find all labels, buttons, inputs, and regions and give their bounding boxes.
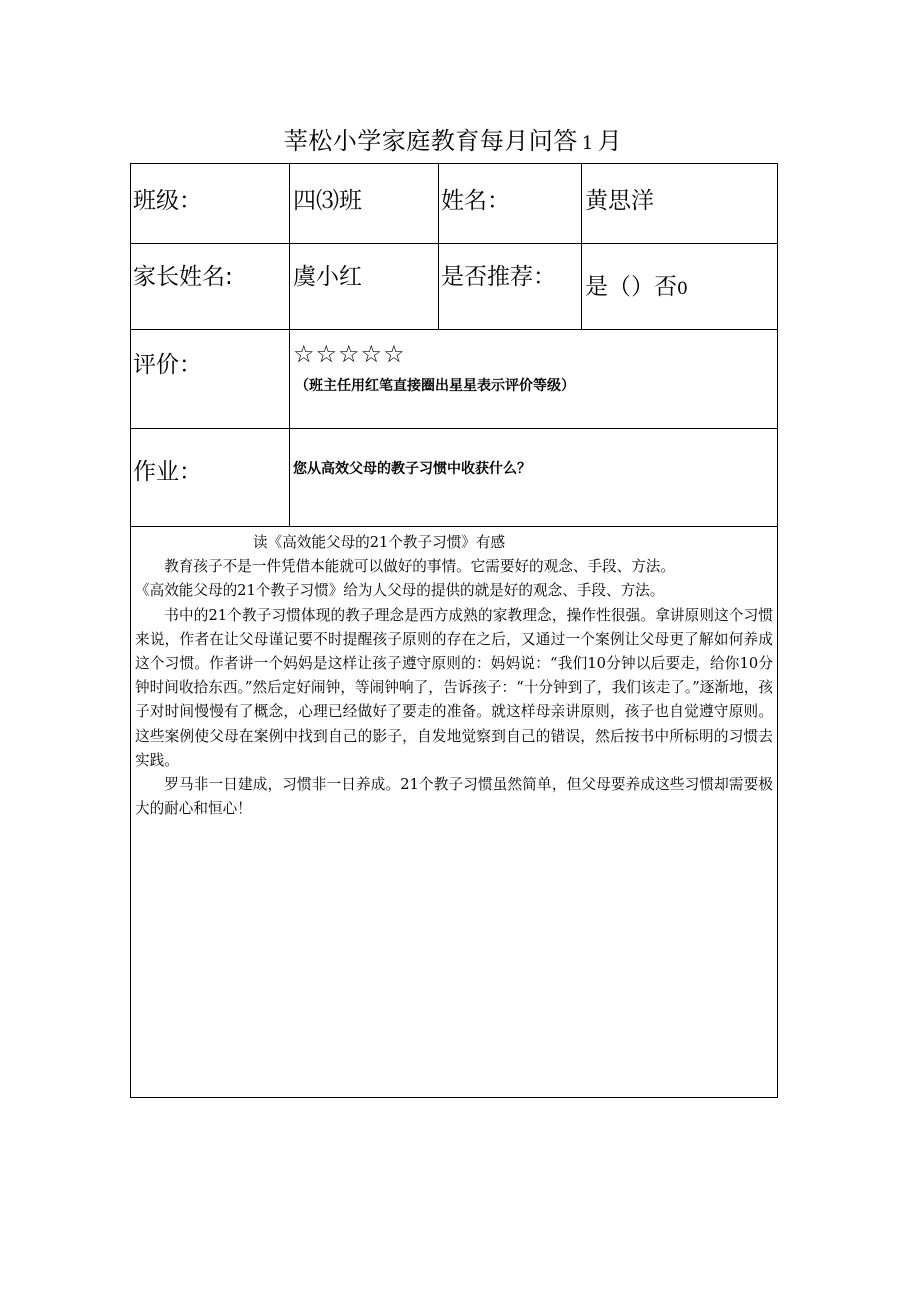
essay-title: 读《高效能父母的21个教子习惯》有感: [253, 534, 506, 551]
name-label: 姓名：: [439, 164, 582, 244]
homework-question: 您从高效父母的教子习惯中收获什么？: [293, 461, 531, 477]
parent-row: [131, 244, 778, 330]
essay-paragraph-2: 书中的21个教子习惯体现的教子理念是西方成熟的家教理念，操作性很强。拿讲原则这个习惯来说，作者在让父母谨记要不时提醒孩子原则的存在之后，又通过一个案例让父母更了解如何养成这个习惯。作者讲一个妈妈是这样让孩子遵守原则的：妈妈说：“我们10分钟以后要走，给你10分钟时间收拾东西。”然后定好闹钟，等闹钟响了，告诉孩子：“十分钟到了，我们该走了。”逐渐地，孩子对时间慢慢有了概念，心理已经做好了要走的准备。就这样母亲讲原则，孩子也自觉遵守原则。这些案例使父母在案例中找到自己的影子，自发地觉察到自己的错误，然后按书中所标明的习惯去实践。: [135, 606, 773, 769]
class-label: 班级：: [131, 164, 290, 244]
class-value: 四⑶班: [290, 164, 439, 244]
class-name-row: [131, 164, 778, 244]
parent-value: 虞小红: [290, 244, 439, 330]
recommend-zero: 0: [677, 279, 688, 299]
title-text: 莘松小学家庭教育每月问答: [283, 127, 578, 155]
recommend-options: 是（）否: [585, 274, 677, 300]
recommend-label: 是否推荐：: [439, 244, 582, 330]
title-month-number: 1: [581, 133, 594, 154]
name-value: 黄思洋: [582, 164, 778, 244]
parent-label: 家长姓名:: [131, 244, 290, 330]
evaluation-row: [131, 330, 778, 429]
page-title: [0, 121, 906, 156]
essay-cell: [131, 527, 778, 1098]
recommend-choice: [585, 268, 688, 301]
title-month-unit: 月: [597, 127, 623, 155]
evaluation-label: 评价：: [131, 330, 290, 429]
rating-stars: ☆☆☆☆☆: [293, 340, 406, 368]
essay-row: [131, 527, 778, 1098]
essay-paragraph-1: 教育孩子不是一件凭借本能就可以做好的事情。它需要好的观念、手段、方法。: [164, 558, 675, 576]
qa-form-table: [130, 163, 778, 1098]
essay-body: [131, 527, 777, 821]
essay-paragraph-3: 罗马非一日建成，习惯非一日养成。21个教子习惯虽然简单，但父母要养成这些习惯却需要极大的耐心和恒心！: [135, 776, 773, 818]
evaluation-cell: [290, 330, 778, 429]
recommend-cell: [582, 244, 778, 330]
homework-row: [131, 429, 778, 527]
essay-paragraph-1b: 《高效能父母的21个教子习惯》给为人父母的提供的就是好的观念、手段、方法。: [135, 582, 665, 600]
homework-label: 作业：: [131, 429, 290, 527]
rating-note: （班主任用红笔直接圈出星星表示评价等级）: [295, 378, 575, 394]
homework-cell: [290, 429, 778, 527]
